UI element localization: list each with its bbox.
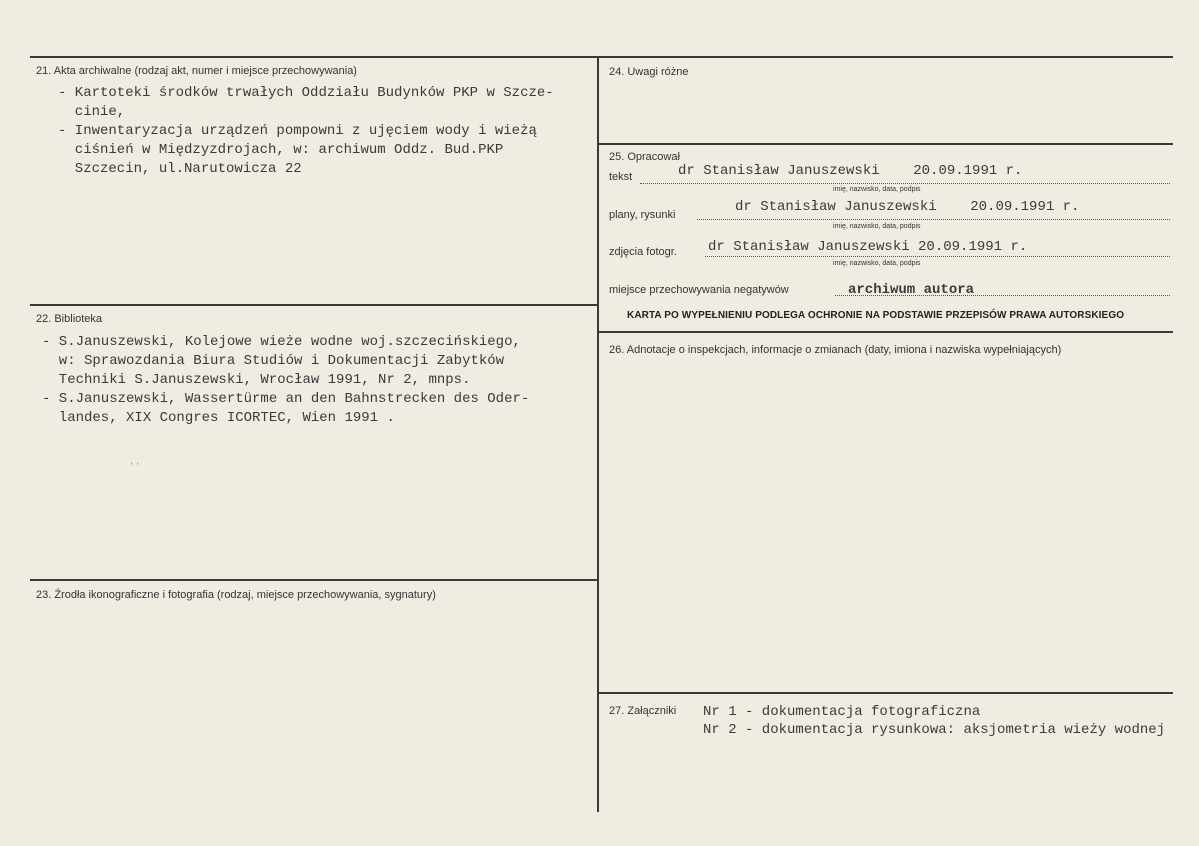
plany-value: dr Stanisław Januszewski 20.09.1991 r. — [735, 199, 1080, 215]
section-22-label: 22. Biblioteka — [36, 313, 103, 325]
zdjecia-value: dr Stanisław Januszewski 20.09.1991 r. — [708, 239, 1028, 255]
section-27-label: 27. Załączniki — [609, 705, 677, 717]
section-25-label: 25. Opracował — [609, 151, 680, 163]
divider-26-27 — [597, 692, 1173, 694]
section-21-label: 21. Akta archiwalne (rodzaj akt, numer i miejsce przechowywania) — [36, 65, 357, 77]
section-26-label: 26. Adnotacje o inspekcjach, informacje o zmianach (daty, imiona i nazwiska wypełniających) — [609, 344, 1062, 356]
section-21-line-4: ciśnień w Międzyzdrojach, w: archiwum Oddz. Bud.PKP — [58, 142, 504, 158]
zdjecia-label: zdjęcia fotogr. — [609, 246, 677, 258]
divider-21-22 — [30, 304, 598, 306]
divider-22-23 — [30, 579, 598, 581]
copyright-notice: KARTA PO WYPEŁNIENIU PODLEGA OCHRONIE NA PODSTAWIE PRZEPISÓW PRAWA AUTORSKIEGO — [627, 310, 1125, 321]
section-22-line-5: landes, XIX Congres ICORTEC, Wien 1991 . — [42, 410, 395, 426]
section-21-line-1: - Kartoteki środków trwałych Oddziału Budynków PKP w Szcze- — [58, 85, 554, 101]
section-21-line-3: - Inwentaryzacja urządzeń pompowni z ujęciem wody i wieżą — [58, 123, 537, 139]
section-23-label: 23. Źrodła ikonograficzne i fotografia (rodzaj, miejsce przechowywania, sygnatury) — [36, 589, 436, 601]
divider-24-25 — [597, 143, 1173, 145]
negatives-value: archiwum autora — [848, 282, 975, 298]
section-22-line-3: Techniki S.Januszewski, Wrocław 1991, Nr 2, mnps. — [42, 372, 471, 388]
section-22-line-1: - S.Januszewski, Kolejowe wieże wodne woj.szczecińskiego, — [42, 334, 521, 350]
section-27-line-2: Nr 2 - dokumentacja rysunkowa: aksjometria wieży wodnej — [703, 722, 1166, 738]
section-22-line-2: w: Sprawozdania Biura Studiów i Dokumentacji Zabytków — [42, 353, 505, 369]
section-21-line-5: Szczecin, ul.Narutowicza 22 — [58, 161, 302, 177]
negatives-label: miejsce przechowywania negatywów — [609, 284, 789, 296]
section-27-line-1: Nr 1 - dokumentacja fotograficzna — [703, 704, 981, 720]
plany-label: plany, rysunki — [609, 209, 676, 221]
stray-marks: , , — [130, 455, 140, 467]
zdjecia-caption: imię, nazwisko, data, podpis — [833, 260, 921, 267]
divider-25-26 — [597, 331, 1173, 333]
top-border — [30, 56, 1173, 58]
section-24-label: 24. Uwagi różne — [609, 66, 689, 78]
plany-dotted-line — [697, 219, 1170, 220]
section-21-line-2: cinie, — [58, 104, 126, 120]
tekst-label: tekst — [609, 171, 633, 183]
tekst-caption: imię, nazwisko, data, podpis — [833, 186, 921, 193]
section-22-line-4: - S.Januszewski, Wassertürme an den Bahnstrecken des Oder- — [42, 391, 530, 407]
tekst-dotted-line — [640, 183, 1170, 184]
center-divider — [597, 56, 599, 812]
tekst-value: dr Stanisław Januszewski 20.09.1991 r. — [678, 163, 1023, 179]
plany-caption: imię, nazwisko, data, podpis — [833, 223, 921, 230]
